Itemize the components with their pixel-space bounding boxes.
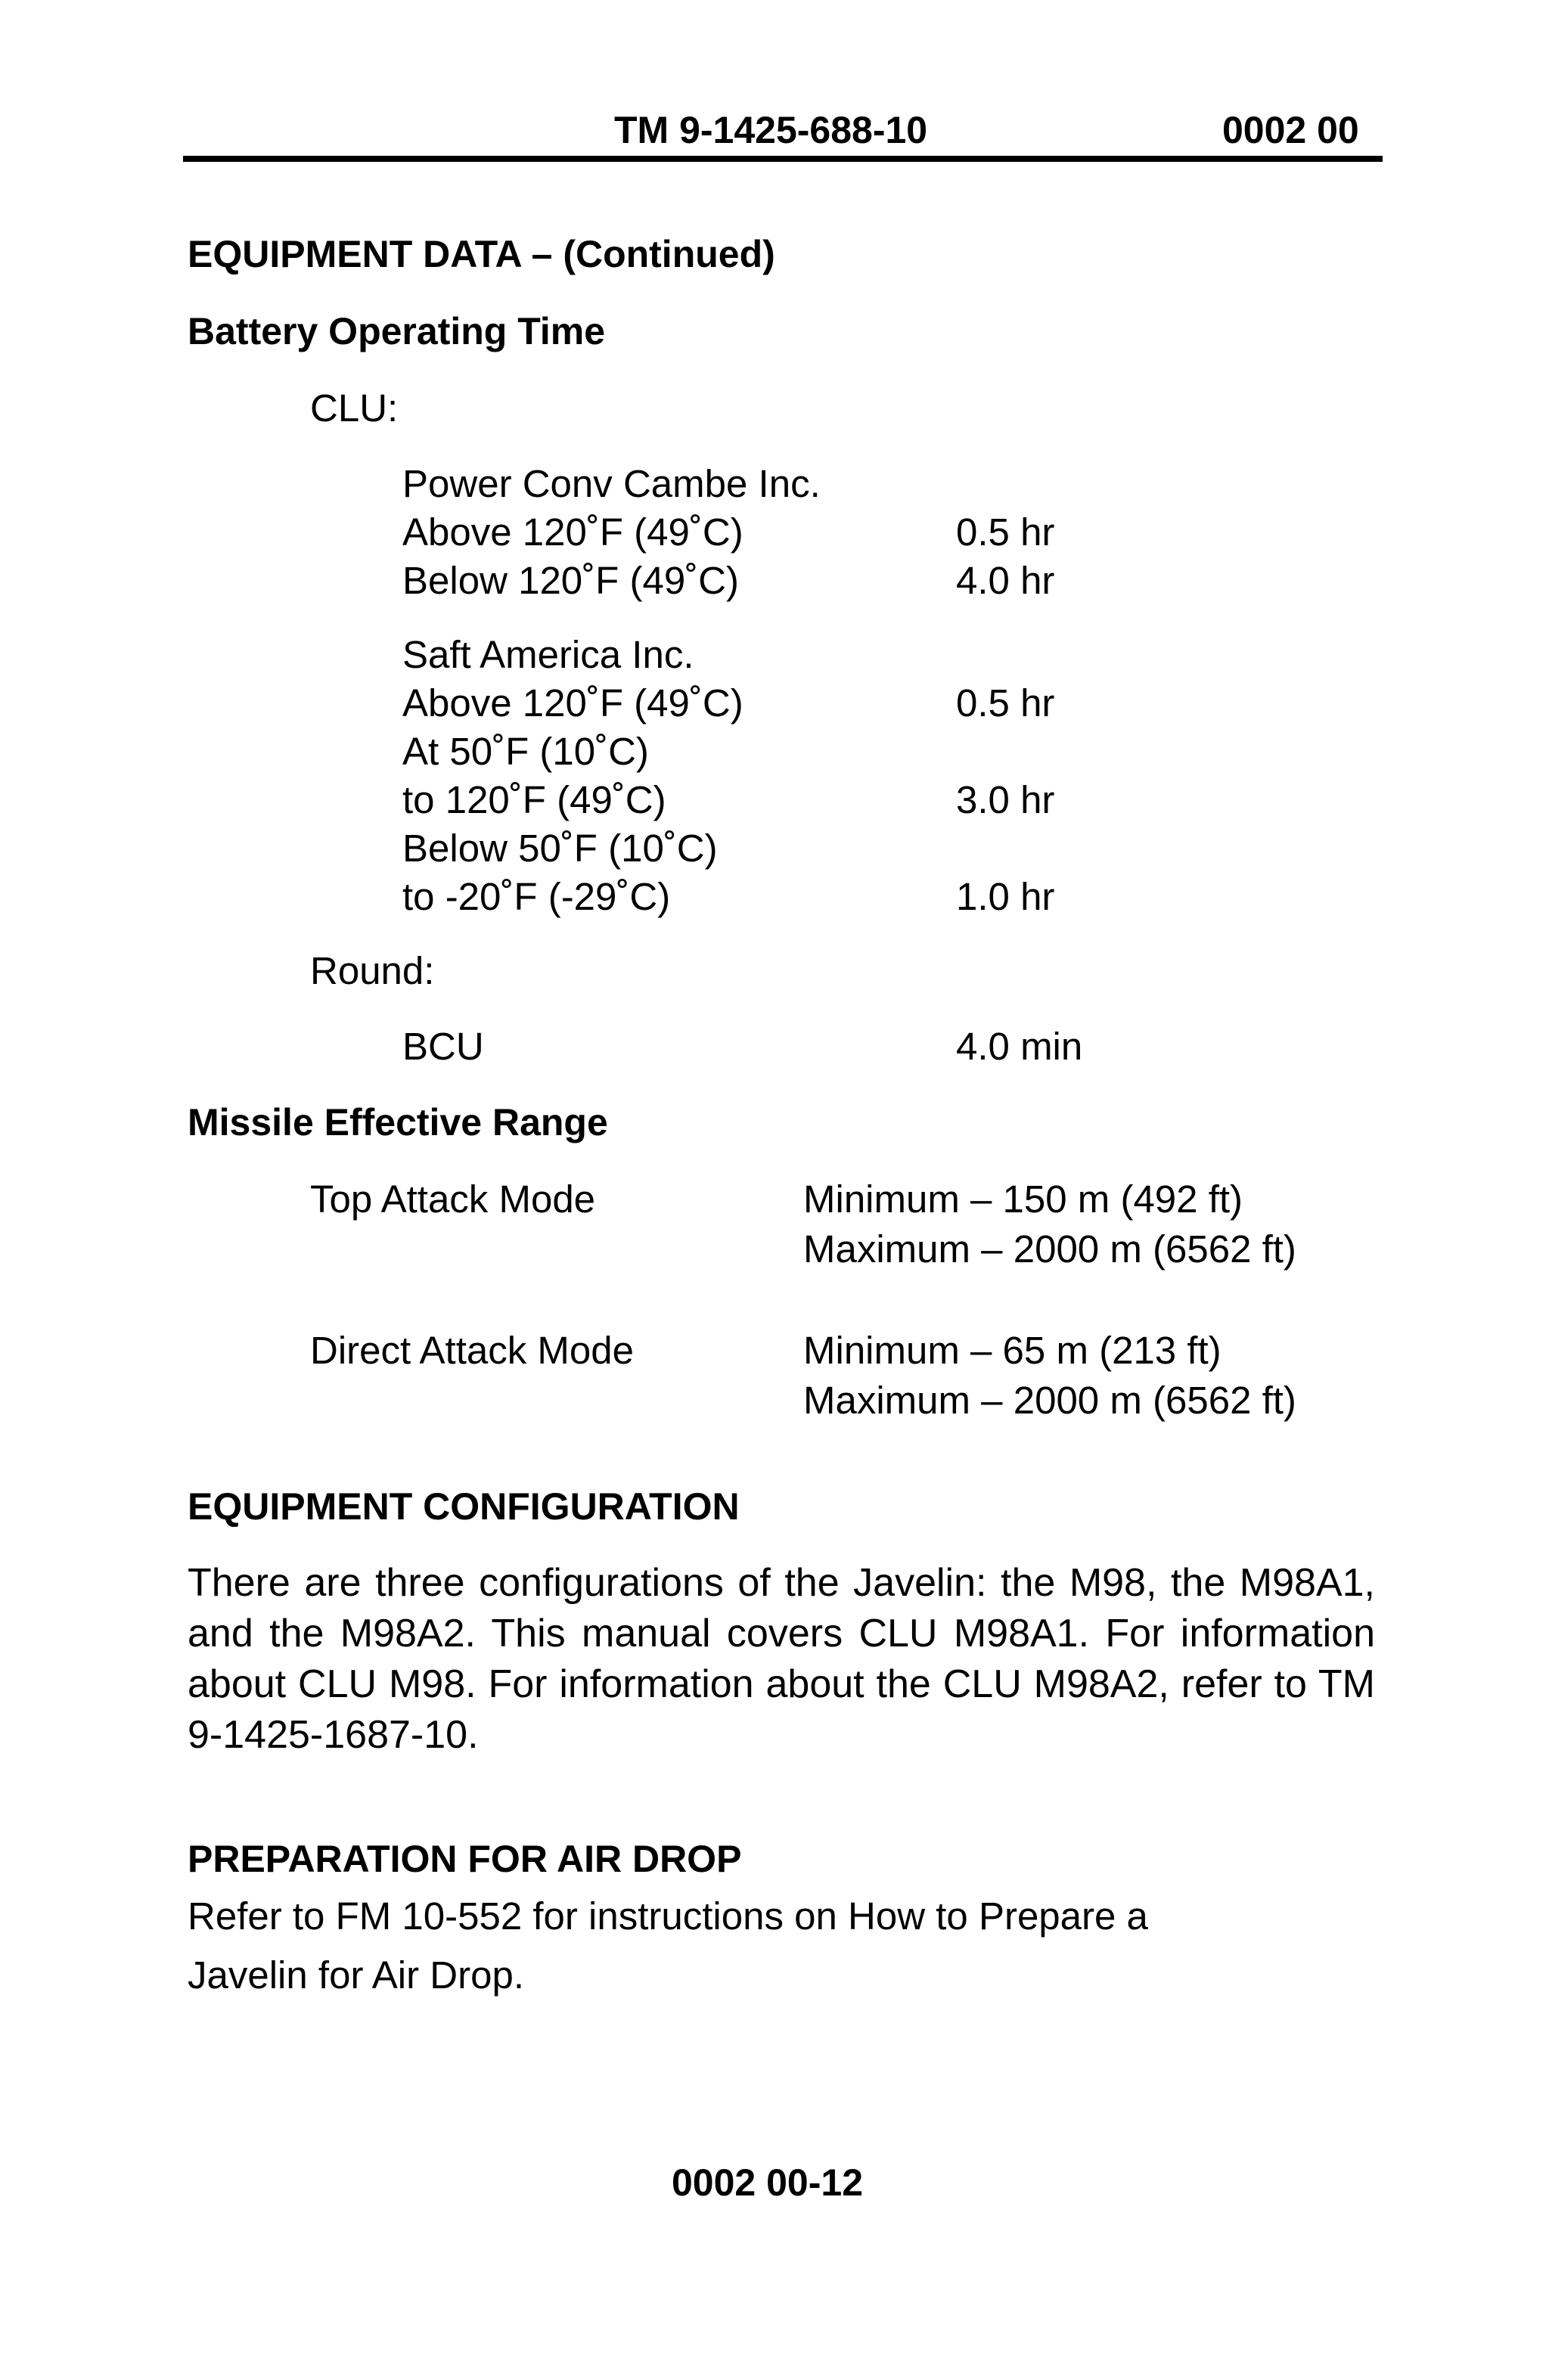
- battery-heading: Battery Operating Time: [188, 310, 606, 352]
- header-rule: [183, 156, 1383, 162]
- bcu-label: BCU: [402, 1025, 484, 1068]
- power-conv-value: 0.5 hr: [956, 510, 1055, 554]
- saft-condition: At 50˚F (10˚C): [402, 730, 649, 773]
- saft-condition: to -20˚F (-29˚C): [402, 875, 671, 918]
- direct-attack-min: Minimum – 65 m (213 ft): [803, 1329, 1222, 1372]
- saft-condition: to 120˚F (49˚C): [402, 778, 666, 821]
- saft-value: 0.5 hr: [956, 681, 1055, 725]
- power-conv-value: 4.0 hr: [956, 559, 1055, 602]
- saft-value: 3.0 hr: [956, 778, 1055, 821]
- saft-condition: Above 120˚F (49˚C): [402, 681, 743, 725]
- section-title: EQUIPMENT DATA – (Continued): [188, 233, 775, 275]
- configuration-paragraph: There are three configurations of the Javelin: the M98, the M98A1, and the M98A2. This manual covers CLU M98A1. For information about CLU M98. For information about the CLU M98A2, refer to TM 9-1425-1687-10.: [188, 1561, 1375, 1757]
- work-package-number: 0002 00: [1222, 109, 1359, 151]
- round-label: Round:: [310, 949, 435, 992]
- direct-attack-label: Direct Attack Mode: [310, 1329, 634, 1372]
- top-attack-max: Maximum – 2000 m (6562 ft): [803, 1227, 1296, 1271]
- power-conv-condition: Below 120˚F (49˚C): [402, 559, 739, 602]
- saft-value: 1.0 hr: [956, 875, 1055, 918]
- top-attack-min: Minimum – 150 m (492 ft): [803, 1178, 1243, 1221]
- bcu-value: 4.0 min: [956, 1025, 1083, 1068]
- air-drop-heading: PREPARATION FOR AIR DROP: [188, 1838, 742, 1880]
- configuration-heading: EQUIPMENT CONFIGURATION: [188, 1485, 740, 1528]
- clu-label: CLU:: [310, 386, 399, 430]
- saft-condition: Below 50˚F (10˚C): [402, 827, 718, 870]
- direct-attack-max: Maximum – 2000 m (6562 ft): [803, 1379, 1296, 1422]
- air-drop-text: Javelin for Air Drop.: [188, 1953, 525, 1997]
- range-heading: Missile Effective Range: [188, 1101, 608, 1143]
- saft-name: Saft America Inc.: [402, 633, 694, 676]
- air-drop-text: Refer to FM 10-552 for instructions on How to Prepare a: [188, 1894, 1148, 1938]
- power-conv-name: Power Conv Cambe Inc.: [402, 462, 821, 505]
- top-attack-label: Top Attack Mode: [310, 1178, 596, 1221]
- page-number: 0002 00-12: [672, 2161, 864, 2204]
- power-conv-condition: Above 120˚F (49˚C): [402, 510, 743, 554]
- tm-number: TM 9-1425-688-10: [614, 109, 928, 151]
